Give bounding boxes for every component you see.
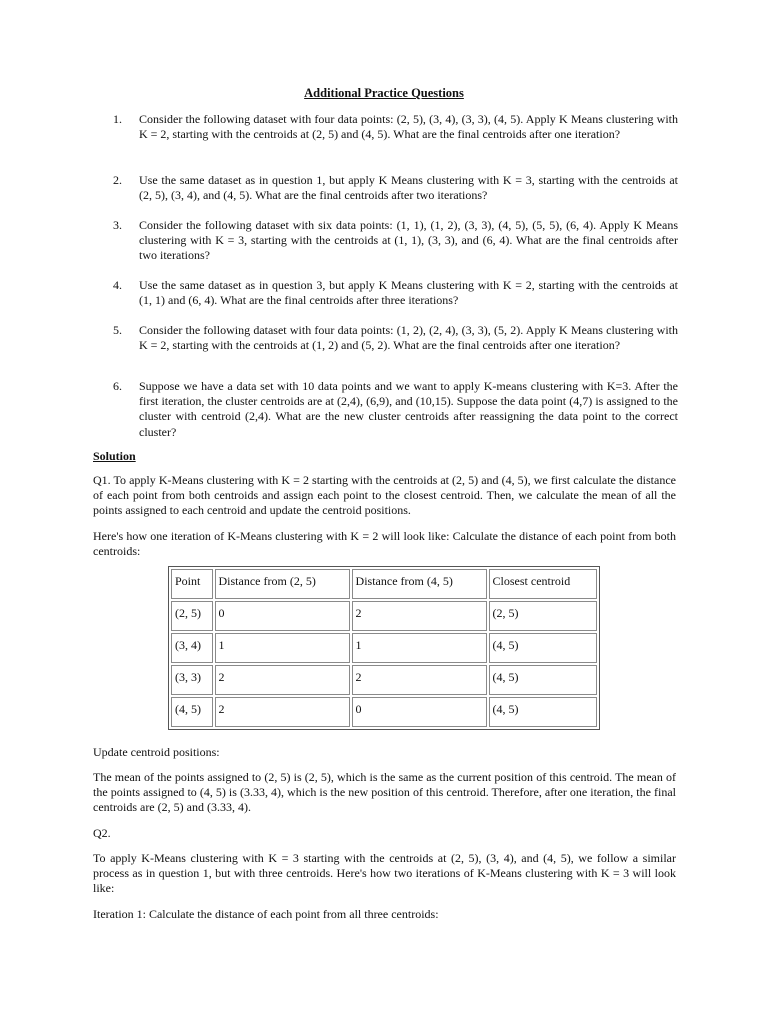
question-text: Use the same dataset as in question 1, but apply K Means clustering with K = 3, starting with the centroids at (2, 5), (3, 4), and (4, 5). What are the final centroids after two iterations? xyxy=(139,173,678,203)
table-cell: 0 xyxy=(352,697,487,727)
q1-iteration-paragraph: Here's how one iteration of K-Means clustering with K = 2 will look like: Calculate the distance of each point from both centroids: xyxy=(93,529,676,559)
table-row xyxy=(171,601,597,631)
table-cell: 2 xyxy=(352,601,487,631)
question-6 xyxy=(113,379,678,440)
question-number: 6. xyxy=(113,379,122,393)
question-number: 3. xyxy=(113,218,122,232)
question-number: 5. xyxy=(113,323,122,337)
table-row xyxy=(171,697,597,727)
table-header-cell: Distance from (2, 5) xyxy=(215,569,350,599)
question-text: Consider the following dataset with four data points: (1, 2), (2, 4), (3, 3), (5, 2). Apply K Means clustering with K = 2, starting with the centroids at (1, 2) and (5, 2). What are the final centroids after one iteration? xyxy=(139,323,678,353)
table-cell: 1 xyxy=(352,633,487,663)
question-number: 1. xyxy=(113,112,122,126)
table-row xyxy=(171,665,597,695)
question-3 xyxy=(113,218,678,264)
table-cell: (3, 3) xyxy=(171,665,213,695)
table-header-cell: Distance from (4, 5) xyxy=(352,569,487,599)
q2-label: Q2. xyxy=(93,826,111,840)
question-text: Use the same dataset as in question 3, but apply K Means clustering with K = 2, starting with the centroids at (1, 1) and (6, 4). What are the final centroids after three iterations? xyxy=(139,278,678,308)
question-1 xyxy=(113,112,678,142)
table-cell: 1 xyxy=(215,633,350,663)
table-cell: 2 xyxy=(215,665,350,695)
table-cell: (4, 5) xyxy=(489,697,597,727)
table-cell: (2, 5) xyxy=(489,601,597,631)
update-centroid-heading: Update centroid positions: xyxy=(93,745,220,759)
table-cell: (4, 5) xyxy=(171,697,213,727)
table-cell: (4, 5) xyxy=(489,633,597,663)
table-header-row xyxy=(171,569,597,599)
question-2 xyxy=(113,173,678,203)
table-header-cell: Closest centroid xyxy=(489,569,597,599)
question-text: Consider the following dataset with six data points: (1, 1), (1, 2), (3, 3), (4, 5), (5, 5), (6, 4). Apply K Means clustering with K = 3, starting with the centroids at (1, 1), (3, 3), and (6, 4). What are the final centroids after two iterations? xyxy=(139,218,678,263)
table-cell: (3, 4) xyxy=(171,633,213,663)
document-title: Additional Practice Questions xyxy=(304,86,464,100)
question-number: 4. xyxy=(113,278,122,292)
question-text: Consider the following dataset with four data points: (2, 5), (3, 4), (3, 3), (4, 5). Apply K Means clustering with K = 2, starting with the centroids at (2, 5) and (4, 5). What are the final centroids after one iteration? xyxy=(139,112,678,142)
q1-intro-paragraph: Q1. To apply K-Means clustering with K = 2 starting with the centroids at (2, 5) and (4, 5), we first calculate the distance of each point from both centroids and assign each point to the closest centroid. Then, we calculate the mean of all the points assigned to each centroid and update the centroid positions. xyxy=(93,473,676,518)
table-cell: 0 xyxy=(215,601,350,631)
q2-paragraph: To apply K-Means clustering with K = 3 starting with the centroids at (2, 5), (3, 4), and (4, 5), we follow a similar process as in question 1, but with three centroids. Here's how two iterations of K-Means clustering with K = 3 will look like: xyxy=(93,851,676,896)
question-5 xyxy=(113,323,678,353)
question-text: Suppose we have a data set with 10 data points and we want to apply K-means clustering with K=3. After the first iteration, the cluster centroids are at (2,4), (6,9), and (10,15). Suppose the data point (4,7) is assigned to the cluster with centroid (2,4). What are the new cluster centroids after reassigning the data point to the correct cluster? xyxy=(139,379,678,439)
distance-table xyxy=(168,566,600,730)
question-4 xyxy=(113,278,678,308)
question-number: 2. xyxy=(113,173,122,187)
table-row xyxy=(171,633,597,663)
table-cell: (2, 5) xyxy=(171,601,213,631)
solution-heading: Solution xyxy=(93,449,136,463)
table-header-cell: Point xyxy=(171,569,213,599)
update-centroid-paragraph: The mean of the points assigned to (2, 5) is (2, 5), which is the same as the current position of this centroid. The mean of the points assigned to (4, 5) is (3.33, 4), which is the new position of this centroid. Therefore, after one iteration, the final centroids are (2, 5) and (3.33, 4). xyxy=(93,770,676,815)
table-cell: 2 xyxy=(352,665,487,695)
table-cell: 2 xyxy=(215,697,350,727)
table-cell: (4, 5) xyxy=(489,665,597,695)
iteration-1-line: Iteration 1: Calculate the distance of each point from all three centroids: xyxy=(93,907,439,921)
